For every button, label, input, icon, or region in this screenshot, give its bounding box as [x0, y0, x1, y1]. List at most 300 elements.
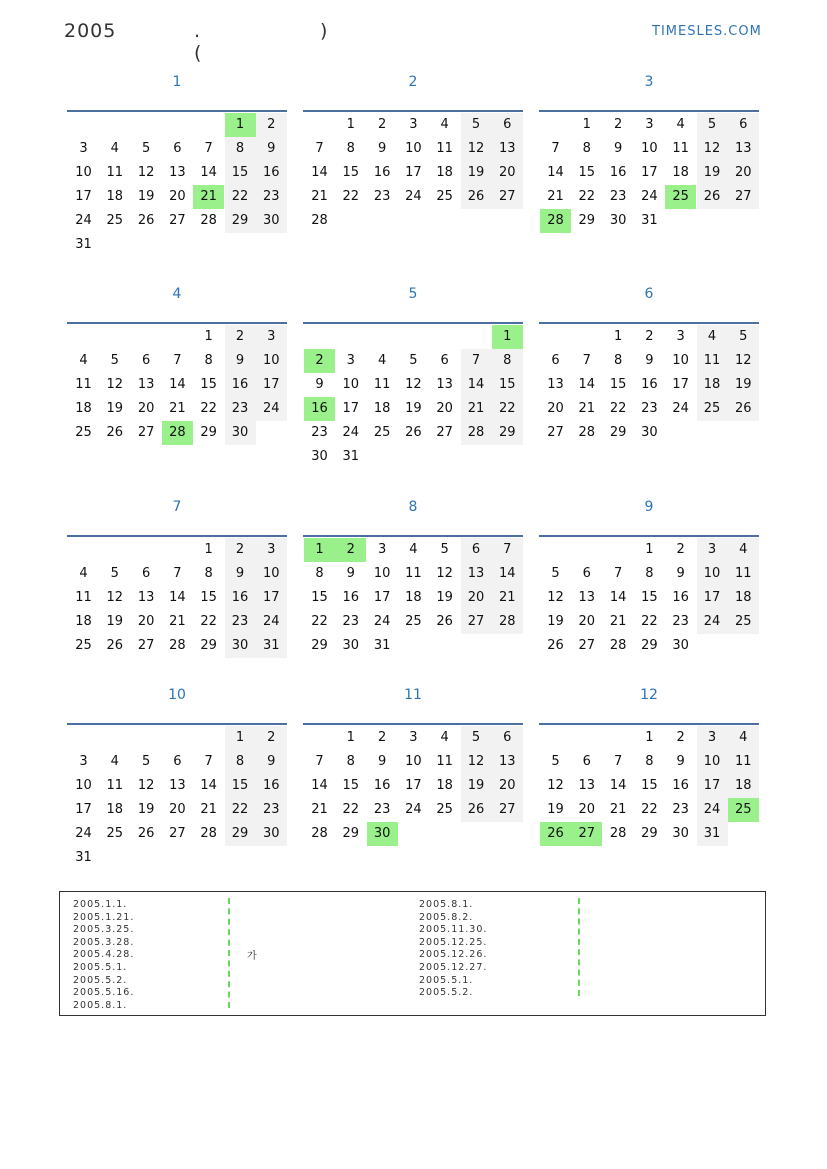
day-cell[interactable]: 3 — [256, 538, 287, 562]
day-cell[interactable]: 6 — [461, 538, 492, 562]
day-cell[interactable]: 29 — [578, 213, 596, 228]
day-cell[interactable]: 30 — [225, 634, 256, 658]
day-cell[interactable]: 16 — [609, 165, 627, 180]
day-cell[interactable]: 12 — [728, 349, 759, 373]
day-cell[interactable]: 4 — [409, 542, 418, 557]
day-cell[interactable]: 16 — [304, 397, 335, 421]
day-cell[interactable]: 20 — [461, 586, 492, 610]
day-cell[interactable]: 11 — [106, 165, 124, 180]
day-cell[interactable]: 13 — [547, 377, 564, 392]
day-cell[interactable]: 7 — [492, 538, 523, 562]
day-cell[interactable]: 1 — [346, 117, 355, 132]
day-cell[interactable]: 3 — [409, 117, 418, 132]
day-cell[interactable]: 25 — [436, 802, 453, 817]
day-cell[interactable]: 9 — [225, 349, 256, 373]
day-cell[interactable]: 18 — [75, 401, 92, 416]
day-cell[interactable]: 24 — [75, 213, 92, 228]
day-cell[interactable]: 23 — [256, 185, 287, 209]
day-cell[interactable]: 24 — [697, 798, 728, 822]
day-cell[interactable]: 7 — [315, 754, 324, 769]
day-cell[interactable]: 25 — [106, 826, 124, 841]
day-cell[interactable]: 20 — [578, 614, 596, 629]
day-cell[interactable]: 3 — [79, 141, 88, 156]
day-cell[interactable]: 22 — [225, 185, 256, 209]
day-cell[interactable]: 10 — [405, 754, 422, 769]
day-cell[interactable]: 1 — [613, 329, 623, 344]
day-cell[interactable]: 22 — [342, 189, 360, 204]
day-cell[interactable]: 24 — [342, 425, 360, 440]
day-cell[interactable]: 24 — [405, 802, 422, 817]
day-cell[interactable]: 22 — [200, 401, 217, 416]
day-cell[interactable]: 16 — [373, 165, 391, 180]
day-cell[interactable]: 15 — [200, 590, 217, 605]
day-cell[interactable]: 3 — [256, 325, 287, 349]
day-cell[interactable]: 26 — [106, 638, 124, 653]
day-cell[interactable]: 31 — [373, 638, 391, 653]
day-cell[interactable]: 15 — [342, 165, 360, 180]
day-cell[interactable]: 10 — [697, 562, 728, 586]
day-cell[interactable]: 15 — [641, 778, 658, 793]
day-cell[interactable]: 1 — [645, 542, 654, 557]
day-cell[interactable]: 15 — [342, 778, 360, 793]
day-cell[interactable]: 17 — [75, 802, 92, 817]
day-cell[interactable]: 29 — [200, 425, 217, 440]
day-cell[interactable]: 27 — [461, 610, 492, 634]
day-cell[interactable]: 31 — [641, 213, 658, 228]
day-cell[interactable]: 19 — [461, 774, 492, 798]
day-cell[interactable]: 15 — [225, 774, 256, 798]
day-cell[interactable]: 16 — [672, 778, 689, 793]
day-cell[interactable]: 5 — [461, 113, 492, 137]
day-cell[interactable]: 15 — [492, 373, 523, 397]
day-cell[interactable]: 20 — [436, 401, 453, 416]
day-cell[interactable]: 8 — [346, 754, 355, 769]
day-cell[interactable]: 12 — [697, 137, 728, 161]
day-cell[interactable]: 20 — [578, 802, 596, 817]
day-cell[interactable]: 9 — [613, 141, 623, 156]
day-cell[interactable]: 26 — [106, 425, 124, 440]
day-cell[interactable]: 1 — [204, 542, 213, 557]
day-cell[interactable]: 21 — [609, 614, 627, 629]
day-cell[interactable]: 28 — [200, 213, 217, 228]
day-cell[interactable]: 31 — [75, 237, 92, 252]
day-cell[interactable]: 12 — [106, 590, 124, 605]
day-cell[interactable]: 2 — [256, 726, 287, 750]
day-cell[interactable]: 3 — [377, 542, 387, 557]
day-cell[interactable]: 12 — [137, 778, 155, 793]
day-cell[interactable]: 23 — [256, 798, 287, 822]
day-cell[interactable]: 20 — [137, 614, 155, 629]
day-cell[interactable]: 21 — [578, 401, 596, 416]
day-cell[interactable]: 22 — [641, 802, 658, 817]
day-cell[interactable]: 6 — [173, 754, 182, 769]
day-cell[interactable]: 8 — [645, 566, 654, 581]
day-cell[interactable]: 30 — [672, 638, 689, 653]
day-cell[interactable]: 16 — [373, 778, 391, 793]
day-cell[interactable]: 15 — [641, 590, 658, 605]
day-cell[interactable]: 1 — [582, 117, 591, 132]
day-cell[interactable]: 24 — [75, 826, 92, 841]
day-cell[interactable]: 14 — [311, 165, 328, 180]
day-cell[interactable]: 27 — [571, 822, 602, 846]
day-cell[interactable]: 1 — [304, 538, 335, 562]
day-cell[interactable]: 19 — [405, 401, 422, 416]
day-cell[interactable]: 29 — [641, 638, 658, 653]
site-logo[interactable]: TIMESLES.COM — [652, 24, 762, 39]
day-cell[interactable]: 29 — [225, 822, 256, 846]
day-cell[interactable]: 7 — [551, 141, 560, 156]
day-cell[interactable]: 6 — [141, 566, 151, 581]
day-cell[interactable]: 9 — [256, 750, 287, 774]
day-cell[interactable]: 28 — [169, 638, 186, 653]
day-cell[interactable]: 28 — [162, 421, 193, 445]
day-cell[interactable]: 18 — [106, 189, 124, 204]
day-cell[interactable]: 20 — [169, 189, 186, 204]
day-cell[interactable]: 21 — [169, 614, 186, 629]
day-cell[interactable]: 15 — [609, 377, 627, 392]
day-cell[interactable]: 19 — [436, 590, 453, 605]
day-cell[interactable]: 6 — [440, 353, 449, 368]
day-cell[interactable]: 24 — [672, 401, 689, 416]
day-cell[interactable]: 23 — [342, 614, 360, 629]
day-cell[interactable]: 31 — [342, 449, 360, 464]
day-cell[interactable]: 14 — [200, 165, 217, 180]
day-cell[interactable]: 8 — [346, 141, 355, 156]
day-cell[interactable]: 12 — [137, 165, 155, 180]
day-cell[interactable]: 3 — [697, 538, 728, 562]
day-cell[interactable]: 11 — [436, 754, 453, 769]
day-cell[interactable]: 30 — [367, 822, 398, 846]
day-cell[interactable]: 17 — [256, 373, 287, 397]
day-cell[interactable]: 21 — [461, 397, 492, 421]
day-cell[interactable]: 2 — [256, 113, 287, 137]
day-cell[interactable]: 14 — [609, 778, 627, 793]
day-cell[interactable]: 5 — [728, 325, 759, 349]
day-cell[interactable]: 13 — [436, 377, 453, 392]
day-cell[interactable]: 2 — [377, 730, 387, 745]
day-cell[interactable]: 23 — [225, 397, 256, 421]
day-cell[interactable]: 4 — [79, 353, 88, 368]
day-cell[interactable]: 24 — [405, 189, 422, 204]
day-cell[interactable]: 30 — [672, 826, 689, 841]
day-cell[interactable]: 29 — [609, 425, 627, 440]
day-cell[interactable]: 2 — [225, 325, 256, 349]
day-cell[interactable]: 23 — [373, 189, 391, 204]
day-cell[interactable]: 10 — [373, 566, 391, 581]
day-cell[interactable]: 30 — [641, 425, 658, 440]
day-cell[interactable]: 30 — [311, 449, 328, 464]
day-cell[interactable]: 9 — [377, 754, 387, 769]
day-cell[interactable]: 10 — [256, 562, 287, 586]
day-cell[interactable]: 29 — [311, 638, 328, 653]
day-cell[interactable]: 12 — [461, 750, 492, 774]
day-cell[interactable]: 8 — [492, 349, 523, 373]
day-cell[interactable]: 20 — [728, 161, 759, 185]
day-cell[interactable]: 30 — [256, 209, 287, 233]
day-cell[interactable]: 8 — [315, 566, 324, 581]
day-cell[interactable]: 2 — [335, 538, 366, 562]
day-cell[interactable]: 13 — [578, 778, 596, 793]
day-cell[interactable]: 22 — [492, 397, 523, 421]
day-cell[interactable]: 31 — [256, 634, 287, 658]
day-cell[interactable]: 10 — [641, 141, 658, 156]
day-cell[interactable]: 11 — [728, 750, 759, 774]
day-cell[interactable]: 1 — [225, 113, 256, 137]
day-cell[interactable]: 23 — [641, 401, 658, 416]
day-cell[interactable]: 26 — [137, 213, 155, 228]
day-cell[interactable]: 3 — [645, 117, 654, 132]
day-cell[interactable]: 13 — [169, 165, 186, 180]
day-cell[interactable]: 19 — [547, 614, 564, 629]
day-cell[interactable]: 24 — [697, 610, 728, 634]
day-cell[interactable]: 13 — [492, 750, 523, 774]
day-cell[interactable]: 17 — [672, 377, 689, 392]
day-cell[interactable]: 28 — [578, 425, 596, 440]
day-cell[interactable]: 27 — [137, 638, 155, 653]
day-cell[interactable]: 27 — [492, 798, 523, 822]
day-cell[interactable]: 13 — [728, 137, 759, 161]
day-cell[interactable]: 28 — [609, 826, 627, 841]
day-cell[interactable]: 14 — [547, 165, 564, 180]
day-cell[interactable]: 18 — [672, 165, 689, 180]
day-cell[interactable]: 12 — [436, 566, 453, 581]
day-cell[interactable]: 5 — [110, 353, 119, 368]
day-cell[interactable]: 12 — [461, 137, 492, 161]
day-cell[interactable]: 29 — [492, 421, 523, 445]
day-cell[interactable]: 8 — [645, 754, 654, 769]
day-cell[interactable]: 28 — [609, 638, 627, 653]
day-cell[interactable]: 26 — [728, 397, 759, 421]
day-cell[interactable]: 29 — [641, 826, 658, 841]
day-cell[interactable]: 22 — [311, 614, 328, 629]
day-cell[interactable]: 2 — [676, 542, 685, 557]
day-cell[interactable]: 14 — [169, 590, 186, 605]
day-cell[interactable]: 16 — [641, 377, 658, 392]
day-cell[interactable]: 10 — [75, 778, 92, 793]
day-cell[interactable]: 18 — [728, 774, 759, 798]
day-cell[interactable]: 25 — [106, 213, 124, 228]
day-cell[interactable]: 25 — [697, 397, 728, 421]
day-cell[interactable]: 26 — [405, 425, 422, 440]
day-cell[interactable]: 27 — [436, 425, 453, 440]
day-cell[interactable]: 6 — [728, 113, 759, 137]
day-cell[interactable]: 19 — [106, 401, 124, 416]
day-cell[interactable]: 10 — [672, 353, 689, 368]
day-cell[interactable]: 4 — [440, 730, 449, 745]
day-cell[interactable]: 6 — [173, 141, 182, 156]
day-cell[interactable]: 30 — [342, 638, 360, 653]
day-cell[interactable]: 14 — [169, 377, 186, 392]
day-cell[interactable]: 9 — [377, 141, 387, 156]
day-cell[interactable]: 23 — [311, 425, 328, 440]
day-cell[interactable]: 10 — [256, 349, 287, 373]
day-cell[interactable]: 18 — [373, 401, 391, 416]
day-cell[interactable]: 13 — [137, 590, 155, 605]
day-cell[interactable]: 4 — [697, 325, 728, 349]
day-cell[interactable]: 5 — [110, 566, 119, 581]
day-cell[interactable]: 12 — [106, 377, 124, 392]
day-cell[interactable]: 26 — [461, 798, 492, 822]
day-cell[interactable]: 29 — [225, 209, 256, 233]
day-cell[interactable]: 23 — [672, 802, 689, 817]
day-cell[interactable]: 25 — [728, 610, 759, 634]
day-cell[interactable]: 21 — [169, 401, 186, 416]
day-cell[interactable]: 9 — [645, 353, 654, 368]
day-cell[interactable]: 23 — [373, 802, 391, 817]
day-cell[interactable]: 11 — [436, 141, 453, 156]
day-cell[interactable]: 7 — [173, 566, 182, 581]
day-cell[interactable]: 19 — [461, 161, 492, 185]
day-cell[interactable]: 2 — [676, 730, 685, 745]
day-cell[interactable]: 3 — [697, 726, 728, 750]
day-cell[interactable]: 25 — [728, 798, 759, 822]
day-cell[interactable]: 6 — [141, 353, 151, 368]
day-cell[interactable]: 5 — [461, 726, 492, 750]
day-cell[interactable]: 9 — [225, 562, 256, 586]
day-cell[interactable]: 17 — [342, 401, 360, 416]
day-cell[interactable]: 4 — [728, 538, 759, 562]
day-cell[interactable]: 26 — [436, 614, 453, 629]
day-cell[interactable]: 1 — [346, 730, 355, 745]
day-cell[interactable]: 30 — [225, 421, 256, 445]
day-cell[interactable]: 21 — [311, 802, 328, 817]
day-cell[interactable]: 4 — [728, 726, 759, 750]
day-cell[interactable]: 24 — [641, 189, 658, 204]
day-cell[interactable]: 15 — [578, 165, 596, 180]
day-cell[interactable]: 8 — [225, 137, 256, 161]
day-cell[interactable]: 11 — [697, 349, 728, 373]
day-cell[interactable]: 6 — [582, 566, 591, 581]
day-cell[interactable]: 11 — [75, 590, 92, 605]
day-cell[interactable]: 7 — [613, 754, 623, 769]
day-cell[interactable]: 12 — [547, 590, 564, 605]
day-cell[interactable]: 1 — [645, 730, 654, 745]
day-cell[interactable]: 12 — [547, 778, 564, 793]
day-cell[interactable]: 11 — [373, 377, 391, 392]
day-cell[interactable]: 29 — [200, 638, 217, 653]
day-cell[interactable]: 21 — [200, 802, 217, 817]
day-cell[interactable]: 28 — [540, 209, 571, 233]
day-cell[interactable]: 25 — [75, 638, 92, 653]
day-cell[interactable]: 14 — [609, 590, 627, 605]
day-cell[interactable]: 25 — [436, 189, 453, 204]
day-cell[interactable]: 25 — [373, 425, 391, 440]
day-cell[interactable]: 18 — [106, 802, 124, 817]
day-cell[interactable]: 28 — [311, 826, 328, 841]
day-cell[interactable]: 11 — [405, 566, 422, 581]
day-cell[interactable]: 4 — [110, 754, 119, 769]
day-cell[interactable]: 30 — [256, 822, 287, 846]
day-cell[interactable]: 11 — [728, 562, 759, 586]
day-cell[interactable]: 16 — [672, 590, 689, 605]
day-cell[interactable]: 16 — [225, 586, 256, 610]
day-cell[interactable]: 3 — [676, 329, 685, 344]
day-cell[interactable]: 23 — [225, 610, 256, 634]
day-cell[interactable]: 27 — [169, 213, 186, 228]
day-cell[interactable]: 20 — [492, 161, 523, 185]
day-cell[interactable]: 10 — [697, 750, 728, 774]
day-cell[interactable]: 19 — [697, 161, 728, 185]
day-cell[interactable]: 9 — [346, 566, 355, 581]
day-cell[interactable]: 30 — [609, 213, 627, 228]
day-cell[interactable]: 7 — [582, 353, 591, 368]
day-cell[interactable]: 21 — [609, 802, 627, 817]
day-cell[interactable]: 26 — [540, 822, 571, 846]
day-cell[interactable]: 25 — [665, 185, 696, 209]
day-cell[interactable]: 24 — [373, 614, 391, 629]
day-cell[interactable]: 8 — [225, 750, 256, 774]
day-cell[interactable]: 6 — [492, 726, 523, 750]
day-cell[interactable]: 25 — [75, 425, 92, 440]
day-cell[interactable]: 26 — [697, 185, 728, 209]
day-cell[interactable]: 4 — [110, 141, 119, 156]
day-cell[interactable]: 19 — [106, 614, 124, 629]
day-cell[interactable]: 13 — [492, 137, 523, 161]
day-cell[interactable]: 14 — [578, 377, 596, 392]
day-cell[interactable]: 7 — [315, 141, 324, 156]
day-cell[interactable]: 5 — [697, 113, 728, 137]
day-cell[interactable]: 3 — [79, 754, 88, 769]
day-cell[interactable]: 13 — [137, 377, 155, 392]
day-cell[interactable]: 17 — [75, 189, 92, 204]
day-cell[interactable]: 17 — [373, 590, 391, 605]
day-cell[interactable]: 19 — [547, 802, 564, 817]
day-cell[interactable]: 1 — [492, 325, 523, 349]
day-cell[interactable]: 17 — [697, 586, 728, 610]
day-cell[interactable]: 21 — [311, 189, 328, 204]
day-cell[interactable]: 28 — [461, 421, 492, 445]
day-cell[interactable]: 5 — [440, 542, 449, 557]
day-cell[interactable]: 25 — [405, 614, 422, 629]
day-cell[interactable]: 4 — [79, 566, 88, 581]
day-cell[interactable]: 20 — [169, 802, 186, 817]
day-cell[interactable]: 18 — [405, 590, 422, 605]
day-cell[interactable]: 17 — [256, 586, 287, 610]
day-cell[interactable]: 18 — [697, 373, 728, 397]
day-cell[interactable]: 3 — [409, 730, 418, 745]
day-cell[interactable]: 28 — [492, 610, 523, 634]
day-cell[interactable]: 20 — [547, 401, 564, 416]
day-cell[interactable]: 15 — [200, 377, 217, 392]
day-cell[interactable]: 27 — [169, 826, 186, 841]
day-cell[interactable]: 27 — [137, 425, 155, 440]
day-cell[interactable]: 27 — [492, 185, 523, 209]
day-cell[interactable]: 16 — [225, 373, 256, 397]
day-cell[interactable]: 13 — [578, 590, 596, 605]
day-cell[interactable]: 29 — [342, 826, 360, 841]
day-cell[interactable]: 5 — [141, 141, 151, 156]
day-cell[interactable]: 17 — [697, 774, 728, 798]
day-cell[interactable]: 4 — [440, 117, 449, 132]
day-cell[interactable]: 19 — [728, 373, 759, 397]
day-cell[interactable]: 28 — [311, 213, 328, 228]
day-cell[interactable]: 24 — [256, 397, 287, 421]
day-cell[interactable]: 1 — [204, 329, 213, 344]
day-cell[interactable]: 16 — [256, 161, 287, 185]
day-cell[interactable]: 5 — [551, 754, 560, 769]
day-cell[interactable]: 14 — [492, 562, 523, 586]
day-cell[interactable]: 5 — [409, 353, 418, 368]
day-cell[interactable]: 11 — [672, 141, 689, 156]
day-cell[interactable]: 31 — [697, 822, 728, 846]
day-cell[interactable]: 7 — [204, 754, 213, 769]
day-cell[interactable]: 6 — [582, 754, 591, 769]
day-cell[interactable]: 21 — [547, 189, 564, 204]
day-cell[interactable]: 4 — [676, 117, 685, 132]
day-cell[interactable]: 27 — [728, 185, 759, 209]
day-cell[interactable]: 27 — [547, 425, 564, 440]
day-cell[interactable]: 17 — [641, 165, 658, 180]
